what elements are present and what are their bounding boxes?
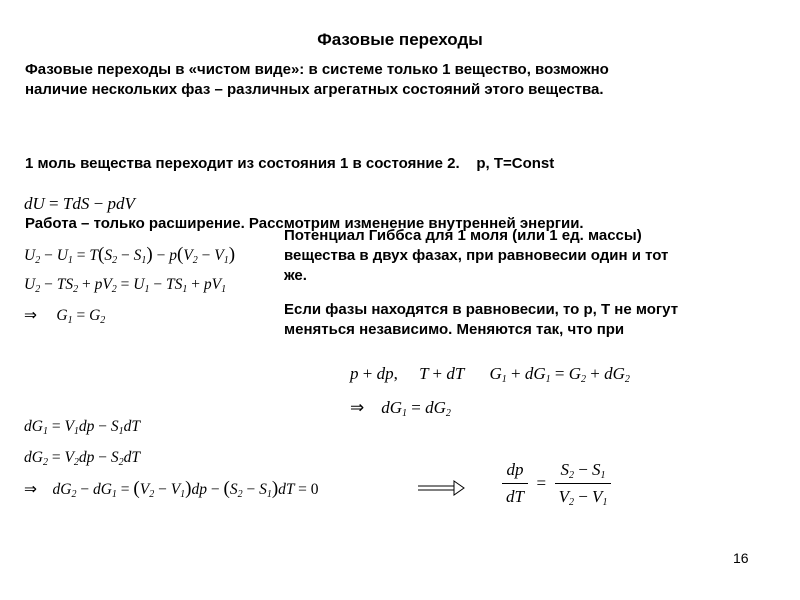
gibbs-line-1: Потенциал Гиббса для 1 моля (или 1 ед. массы) <box>284 227 642 244</box>
conditions-line-2: Работа – только расширение. Рассмотрим изменение внутренней энергии. <box>25 215 584 232</box>
fraction-dp-dt: $\frac{dp}{dT}$ <box>502 460 528 507</box>
equation-dg2: $dG_2 = V_2dp - S_2dT$ <box>24 449 141 468</box>
equation-dg1: $dG_1 = V_1dp - S_1dT$ <box>24 418 141 437</box>
equation-du: dU = TdS − pdV <box>24 194 135 213</box>
intro-paragraph <box>25 60 609 100</box>
equation-gibbs-equal: ⇒ $G_1 = G_2$ <box>24 307 106 326</box>
equilibrium-line-1: Если фазы находятся в равновесии, то p, T не могут <box>284 301 679 318</box>
slide-title: Фазовые переходы <box>317 30 483 49</box>
equation-dg-difference: ⇒ $dG_2 - dG_1 = (V_2 - V_1)dp - (S_2 - S_1)dT = 0$ <box>24 478 319 500</box>
fraction-entropy-volume: $\frac{S_2 - S_1}{V_2 - V_1}$ <box>555 460 612 507</box>
intro-line-2: наличие нескольких фаз – различных агрегатных состояний этого вещества. <box>25 81 604 98</box>
equilibrium-paragraph <box>284 300 678 340</box>
equation-clapeyron: $\frac{dp}{dT}$ = $\frac{S_2 - S_1}{V_2 - V_1}$ <box>502 460 611 507</box>
equilibrium-line-2: меняться независимо. Меняются так, что при <box>284 321 625 338</box>
gibbs-paragraph <box>284 226 668 286</box>
page-number: 16 <box>733 550 749 566</box>
equation-internal-energy-change: $U_2 - U_1 = T(S_2 - S_1) - p(V_2 - V_1)$ <box>24 244 236 266</box>
equation-gibbs-expanded: $U_2 - TS_2 + pV_2 = U_1 - TS_1 + pV_1$ <box>24 276 227 295</box>
equation-dg-equal: ⇒ $dG_1 = dG_2$ <box>350 398 451 419</box>
gibbs-line-2: вещества в двух фазах, при равновесии один и тот <box>284 247 669 264</box>
intro-line-1: Фазовые переходы в «чистом виде»: в системе только 1 вещество, возможно <box>25 61 609 78</box>
right-arrow-icon <box>418 480 466 496</box>
equation-perturbed-state: p + dp, T + dT $G_1 + dG_1 = G_2 + dG_2$ <box>350 364 630 385</box>
conditions-line-1: 1 моль вещества переходит из состояния 1 в состояние 2. p, T=Const <box>25 155 555 172</box>
gibbs-line-3: же. <box>284 267 307 284</box>
